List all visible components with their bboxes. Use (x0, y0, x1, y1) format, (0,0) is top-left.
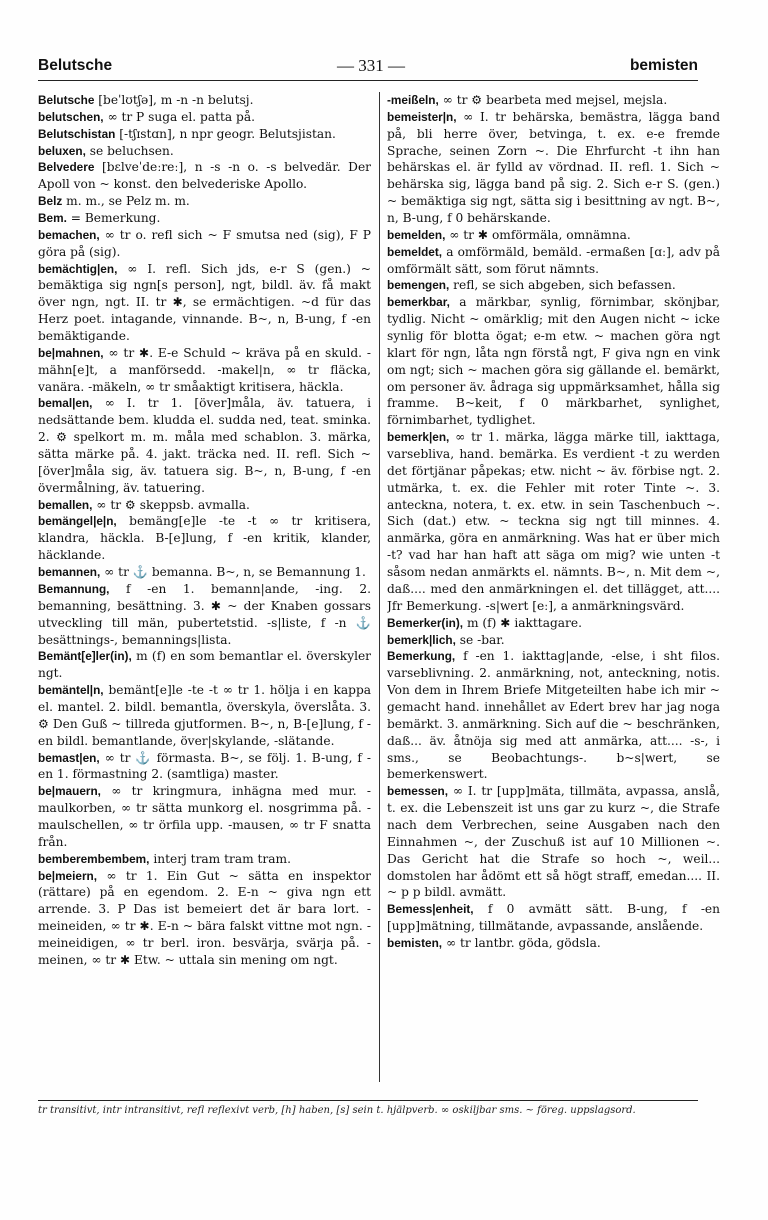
entry-headword: bemachen, (38, 227, 100, 242)
dictionary-entry (38, 143, 371, 160)
entry-definition: ∞ tr lantbr. göda, gödsla. (445, 935, 601, 950)
dictionary-entry (38, 851, 371, 868)
entry-headword: be|meiern, (38, 868, 98, 883)
entry-headword: bemannen, (38, 565, 101, 580)
dictionary-entry (38, 564, 371, 581)
dictionary-entry (387, 901, 720, 935)
dictionary-entry (38, 92, 371, 109)
entry-definition: ∞ tr ⚙ bearbeta med mejsel, mejsla. (442, 93, 668, 107)
right-column (387, 92, 720, 1082)
entry-definition: se beluchsen. (89, 143, 174, 158)
entry-definition: [beˈlʊtʃə], m -n -n belutsj. (98, 93, 254, 107)
dictionary-entry (38, 109, 371, 126)
entry-definition: [-tʃɪstɑn], n npr geogr. Belutsjistan. (119, 126, 336, 141)
dictionary-entry (387, 244, 720, 278)
entry-headword: Belutsche (38, 93, 95, 107)
entry-definition: m. m., se Pelz m. m. (66, 194, 190, 209)
entry-definition: a omförmäld, bemäld. -ermaßen [ɑː], adv på omförmält sätt, som förut nämnts. (387, 244, 720, 276)
dictionary-entry (387, 277, 720, 294)
entry-definition: ∞ tr P suga el. patta på. (107, 109, 255, 124)
entry-headword: bemerk|en, (387, 430, 450, 445)
dictionary-entry (387, 648, 720, 783)
entry-headword: bemessen, (387, 784, 448, 799)
dictionary-entry (38, 395, 371, 496)
page-number: — 331 — (337, 56, 406, 75)
entry-definition: a märkbar, synlig, förnimbar, skönjbar, tydlig. Nicht ~ omärklig; mit den Augen nicht ~ icke synlig för blotta ögat; e-m etw. ~ machen göra ngt klart för ngn, låta ngn förstå ngt, F giva ngn en vink om ngt; sich ~ machen göra sig gällande el. bemärkt, om personer äv. ådraga sig uppmärksamhet, hålla sig framme. B~keit, f 0 märkbarhet, synlighet, förnimbarhet, tydlighet. (387, 295, 720, 428)
entry-definition: interj tram tram tram. (153, 851, 291, 866)
entry-definition: f -en 1. iakttag|ande, -else, i sht filos. varseblivning. 2. anmärkning, not, anteckning, notis. Von dem in Ihrem Briefe Mitgeteilten habe ich mir ~ gemacht hand. innehållet av Edert brev har jag noga bemärkt. 3. anmärkning. Sich auf die ~ beschränken, daß... äv. åtnöja sig med att anmärka, att.... -s-, i sms., se Beobachtungs-. b~s|wert, se bemerkenswert. (387, 649, 720, 782)
entry-headword: Bemerkung, (387, 649, 456, 664)
entry-headword: be|mauern, (38, 784, 101, 799)
entry-definition: ∞ tr 1. Ein Gut ~ sätta en inspektor (rättare) på en egendom. 2. E-n ~ giva ngn ett arrende. 3. P Das ist bemeiert det är bara lort. -meineiden, ∞ tr ✱. E-n ~ bära falskt vittne mot ngn. -meineidigen, ∞ tr berl. iron. besvärja, svärja på. -meinen, ∞ tr ✱ Etw. ~ uttala sin mening om ngt. (38, 868, 371, 967)
entry-headword: bemelden, (387, 227, 446, 242)
dictionary-entry (38, 193, 371, 210)
entry-headword: bemal|en, (38, 396, 93, 411)
entry-headword: Bemänt[e]ler(in), (38, 649, 132, 664)
entry-headword: Belutschistan (38, 126, 116, 141)
dictionary-entry (387, 294, 720, 429)
entry-definition: ∞ tr ✱ omförmäla, omnämna. (449, 227, 631, 242)
entry-headword: Belvedere (38, 160, 95, 175)
entry-headword: bemeister|n, (387, 109, 457, 124)
entry-headword: bemerk|lich, (387, 632, 456, 647)
entry-definition: ∞ tr kringmura, inhägna med mur. -maulkorben, ∞ tr sätta munkorg el. nosgrimma på. -maulschellen, ∞ tr örfila upp. -mausen, ∞ tr F snatta från. (38, 784, 371, 849)
entry-headword: Bemerker(in), (387, 615, 464, 630)
entry-headword: bemerkbar, (387, 295, 450, 310)
entry-definition: ∞ tr ⚙ skeppsb. avmalla. (96, 497, 250, 512)
dictionary-entry (38, 581, 371, 648)
entry-definition: ∞ I. refl. Sich jds, e-r S (gen.) ~ bemäktiga sig ngn[s person], ngt, bildl. äv. få makt över ngn, ngt. II. tr ✱, se ermächtigen. ~d für das Herz poet. intagande, vinnande. B~, n, B-ung, f -en bemäktigande. (38, 261, 371, 344)
abbreviation-footer: tr transitivt, intr intransitivt, refl reflexivt verb, [h] haben, [s] sein t. hjälpverb. ∞ oskiljbar sms. ~ föreg. uppslagsord. (38, 1100, 698, 1116)
dictionary-entry (38, 227, 371, 261)
left-column (38, 92, 371, 1082)
entry-definition: m (f) en som bemantlar el. överskyler ngt. (38, 649, 371, 681)
dictionary-entry (38, 126, 371, 143)
entry-definition: se -bar. (459, 632, 505, 647)
entry-headword: bemängel|e|n, (38, 514, 117, 529)
entry-headword: Belz (38, 194, 63, 209)
dictionary-entry (387, 935, 720, 952)
entry-headword: bemallen, (38, 497, 93, 512)
dictionary-entry (38, 648, 371, 682)
entry-headword: bemeldet, (387, 244, 443, 259)
entry-headword: bemisten, (387, 935, 443, 950)
entry-definition: = Bemerkung. (70, 211, 161, 226)
entry-definition: f 0 avmätt sätt. B-ung, f -en [upp]mätning, tillmätande, avpassande, anslående. (387, 902, 720, 934)
header-right-guide-word: bemisten (629, 57, 698, 74)
column-divider (379, 92, 380, 1082)
entry-headword: belutschen, (38, 109, 104, 124)
entry-definition: f -en 1. bemann|ande, -ing. 2. bemanning, besättning. 3. ✱ ~ der Knaben gossars utveckling till män, pubertetstid. -s|liste, f -n ⚓ besättnings-, bemannings|lista. (38, 581, 371, 647)
dictionary-entry (38, 682, 371, 749)
header-left-guide-word: Belutsche (38, 57, 113, 74)
entry-headword: bemast|en, (38, 750, 100, 765)
entry-definition: ∞ tr ⚓ bemanna. B~, n, se Bemannung 1. (104, 565, 366, 580)
dictionary-entry (387, 429, 720, 614)
dictionary-entry (38, 210, 371, 227)
dictionary-entry (38, 497, 371, 514)
entry-definition: ∞ tr ⚓ förmasta. B~, se följ. 1. B-ung, f -en 1. förmastning 2. (samtliga) master. (38, 750, 371, 782)
entry-headword: be|mahnen, (38, 345, 104, 360)
dictionary-entry (38, 513, 371, 564)
entry-headword: Bemess|enheit, (387, 902, 474, 917)
dictionary-entry (38, 159, 371, 193)
dictionary-entry (38, 783, 371, 850)
entry-definition: bemäng[e]le -te -t ∞ tr kritisera, klandra, häckla. B-[e]lung, f -en kritik, klander, häcklande. (38, 514, 371, 563)
entry-definition: bemänt[e]le -te -t ∞ tr 1. hölja i en kappa el. mantel. 2. bildl. bemantla, överskyla, överslåta. 3. ⚙ Den Guß ~ tillreda gjutformen. B~, n, B-[e]lung, f -en bildl. bemantlande, över|skylande, -slätande. (38, 683, 371, 748)
dictionary-entry (387, 783, 720, 901)
dictionary-entry (38, 345, 371, 396)
dictionary-entry (387, 109, 720, 227)
dictionary-entry (38, 868, 371, 969)
entry-headword: bemächtig|en, (38, 261, 118, 276)
dictionary-entry (387, 92, 720, 109)
dictionary-entry (387, 227, 720, 244)
entry-headword: bemäntel|n, (38, 683, 104, 698)
dictionary-entry (387, 615, 720, 632)
entry-definition: ∞ tr 1. märka, lägga märke till, iakttaga, varsebliva, hand. bemärka. Es verdient -t zu werden det förtjänar påpekas; etw. nicht ~ äv. förbise ngt. 2. utmärka, t. ex. die Fehler mit roter Tinte ~. 3. anteckna, notera, t. ex. etw. in sein Taschenbuch ~. Sich (dat.) etw. ~ teckna sig ngt till minnes. 4. anmärka, göra en anmärkning. Was hat er über mich -t? vad har han haft att säga om mig? wie unten -t såsom nedan anmärkts el. nämnts. B~, n. Mit dem ~, daß.... med den anmärkningen el. det tillägget, att.... Jfr Bemerkung. -s|wert [eː], a anmärkningsvärd. (387, 430, 720, 613)
entry-headword: beluxen, (38, 143, 86, 158)
entry-definition: ∞ I. tr 1. [över]måla, äv. tatuera, i nedsättande bem. kludda el. sudda ned, teat. sminka. 2. ⚙ spelkort m. m. måla med schablon. 3. märka, sätta märke på. 4. jakt. träcka ned. II. refl. Sich ~ [över]måla sig, äv. tatuera sig. B~, n, B-ung, f -en övermålning, äv. tatuering. (38, 396, 371, 495)
entry-definition: refl, se sich abgeben, sich befassen. (453, 278, 676, 293)
entry-definition: m (f) ✱ iakttagare. (466, 615, 582, 630)
entry-headword: bemberembembem, (38, 851, 150, 866)
entry-definition: ∞ I. tr behärska, bemästra, lägga band på, bli herre över, betvinga, t. ex. e-e fremde Sprache, seinen Zorn ~. Die Ehrfurcht -t ihn han behärskas el. är fylld av vördnad. II. refl. 1. Sich ~ behärska sig, lägga band på sig. 2. Sich e-r S. (gen.) ~ bemäktiga sig ngt, sätta sig i besittning av ngt. B~, n, B-ung, f 0 behärskande. (387, 109, 720, 226)
entry-definition: [bɛlveˈdeːreː], n -s -n o. -s belvedär. Der Apoll von ~ konst. den belvederiske Apollo. (38, 160, 371, 192)
dictionary-entry (38, 261, 371, 345)
entry-definition: ∞ tr ✱. E-e Schuld ~ kräva på en skuld. -mähn[e]t, a manförsedd. -makel|n, ∞ tr fläcka, vanära. -mäkeln, ∞ tr småaktigt kritisera, häckla. (38, 345, 371, 394)
entry-headword: bemengen, (387, 278, 450, 293)
entry-headword: Bem. (38, 211, 67, 226)
entry-definition: ∞ I. tr [upp]mäta, tillmäta, avpassa, anslå, t. ex. die Lebenszeit ist uns gar zu kurz ~, die Strafe nach dem Verbrechen, seine Ausgaben nach den Einnahmen ~, der Zuschuß ist auf 10 Millionen ~. Das Gericht hat die Strafe so hoch ~, weil... domstolen har ådömt ett så högt straff, emedan.... II. ~ p p bildl. avmätt. (387, 784, 720, 900)
entry-definition: ∞ tr o. refl sich ~ F smutsa ned (sig), F P göra på (sig). (38, 227, 371, 259)
dictionary-entry (387, 632, 720, 649)
dictionary-entry (38, 750, 371, 784)
entry-headword: -meißeln, (387, 93, 439, 107)
entry-headword: Bemannung, (38, 581, 110, 596)
page-header (38, 52, 698, 81)
